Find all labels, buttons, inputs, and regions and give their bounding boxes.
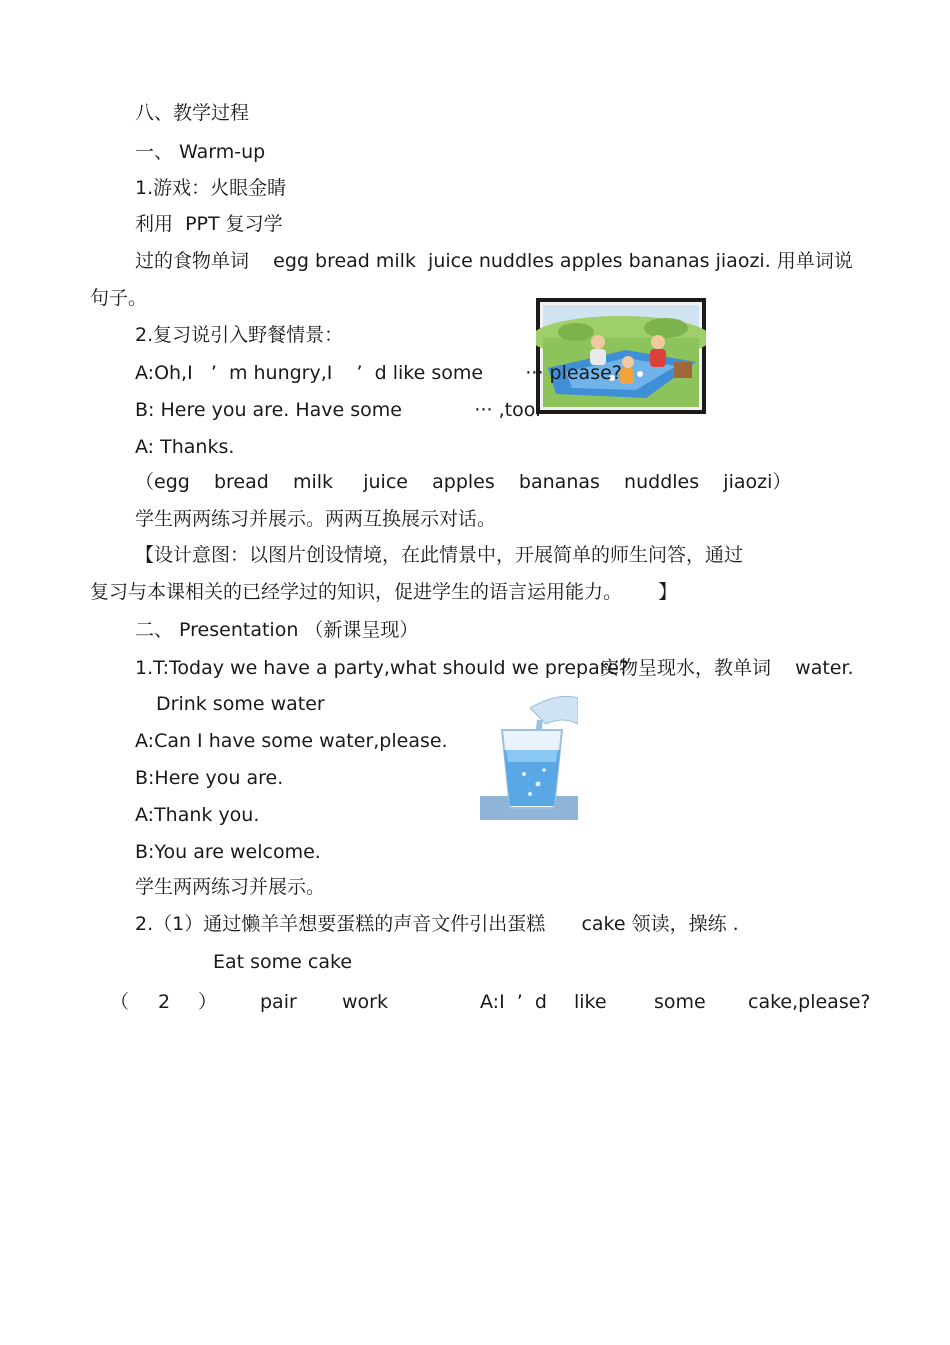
text-line: 学生两两练习并展示。两两互换展示对话。: [135, 508, 497, 530]
text-line: 2.（1）通过懒羊羊想要蛋糕的声音文件引出蛋糕 cake 领读，操练 .: [135, 913, 739, 935]
pair-work-line: pair: [260, 991, 297, 1013]
pair-work-line: some: [654, 991, 706, 1013]
text-line: 实物呈现水，教单词 water.: [600, 657, 854, 679]
dialogue-line: A: Thanks.: [135, 436, 235, 458]
pair-work-line: 2: [158, 991, 171, 1013]
text-line: 学生两两练习并展示。: [135, 876, 326, 898]
text-line: 1.T:Today we have a party,what should we prepare?: [135, 657, 629, 679]
pair-work-line: work: [342, 991, 388, 1013]
subheading-warm-up: 一、 Warm-up: [135, 141, 266, 163]
pair-work-line: ）: [198, 991, 218, 1013]
pair-work-line: A:I ’ d: [480, 991, 547, 1013]
text-line: 句子。: [90, 287, 148, 309]
word-list: （egg bread milk juice apples bananas nuddles jiaozi）: [135, 471, 792, 493]
text-line: 利用 PPT 复习学: [135, 213, 283, 235]
text-line: 1.游戏：火眼金睛: [135, 177, 287, 199]
design-intent-note: 复习与本课相关的已经学过的知识，促进学生的语言运用能力。 】: [90, 581, 678, 603]
design-intent-note: 【设计意图：以图片创设情境，在此情景中，开展简单的师生问答，通过: [135, 544, 744, 566]
section-heading-teaching-process: 八、教学过程: [135, 102, 250, 124]
text-line: Eat some cake: [213, 951, 353, 973]
subheading-presentation: 二、 Presentation （新课呈现）: [135, 619, 419, 641]
pair-work-line: cake,please?: [748, 991, 871, 1013]
water-glass-photo: [480, 690, 578, 820]
dialogue-line: A:Thank you.: [135, 804, 260, 826]
picnic-illustration: [536, 298, 706, 414]
dialogue-line: B: Here you are. Have some ··· ,too.: [135, 399, 542, 421]
pair-work-line: （: [110, 991, 130, 1013]
text-line: 2.复习说引入野餐情景：: [135, 324, 344, 346]
dialogue-line: A:Can I have some water,please.: [135, 730, 448, 752]
dialogue-line: B:Here you are.: [135, 767, 284, 789]
text-line: 过的食物单词 egg bread milk juice nuddles apples bananas jiaozi. 用单词说: [135, 250, 853, 272]
dialogue-line: A:Oh,I ’ m hungry,I ’ d like some ··· please?: [135, 362, 622, 384]
dialogue-line: B:You are welcome.: [135, 841, 321, 863]
pair-work-line: like: [574, 991, 607, 1013]
text-line: Drink some water: [156, 693, 325, 715]
